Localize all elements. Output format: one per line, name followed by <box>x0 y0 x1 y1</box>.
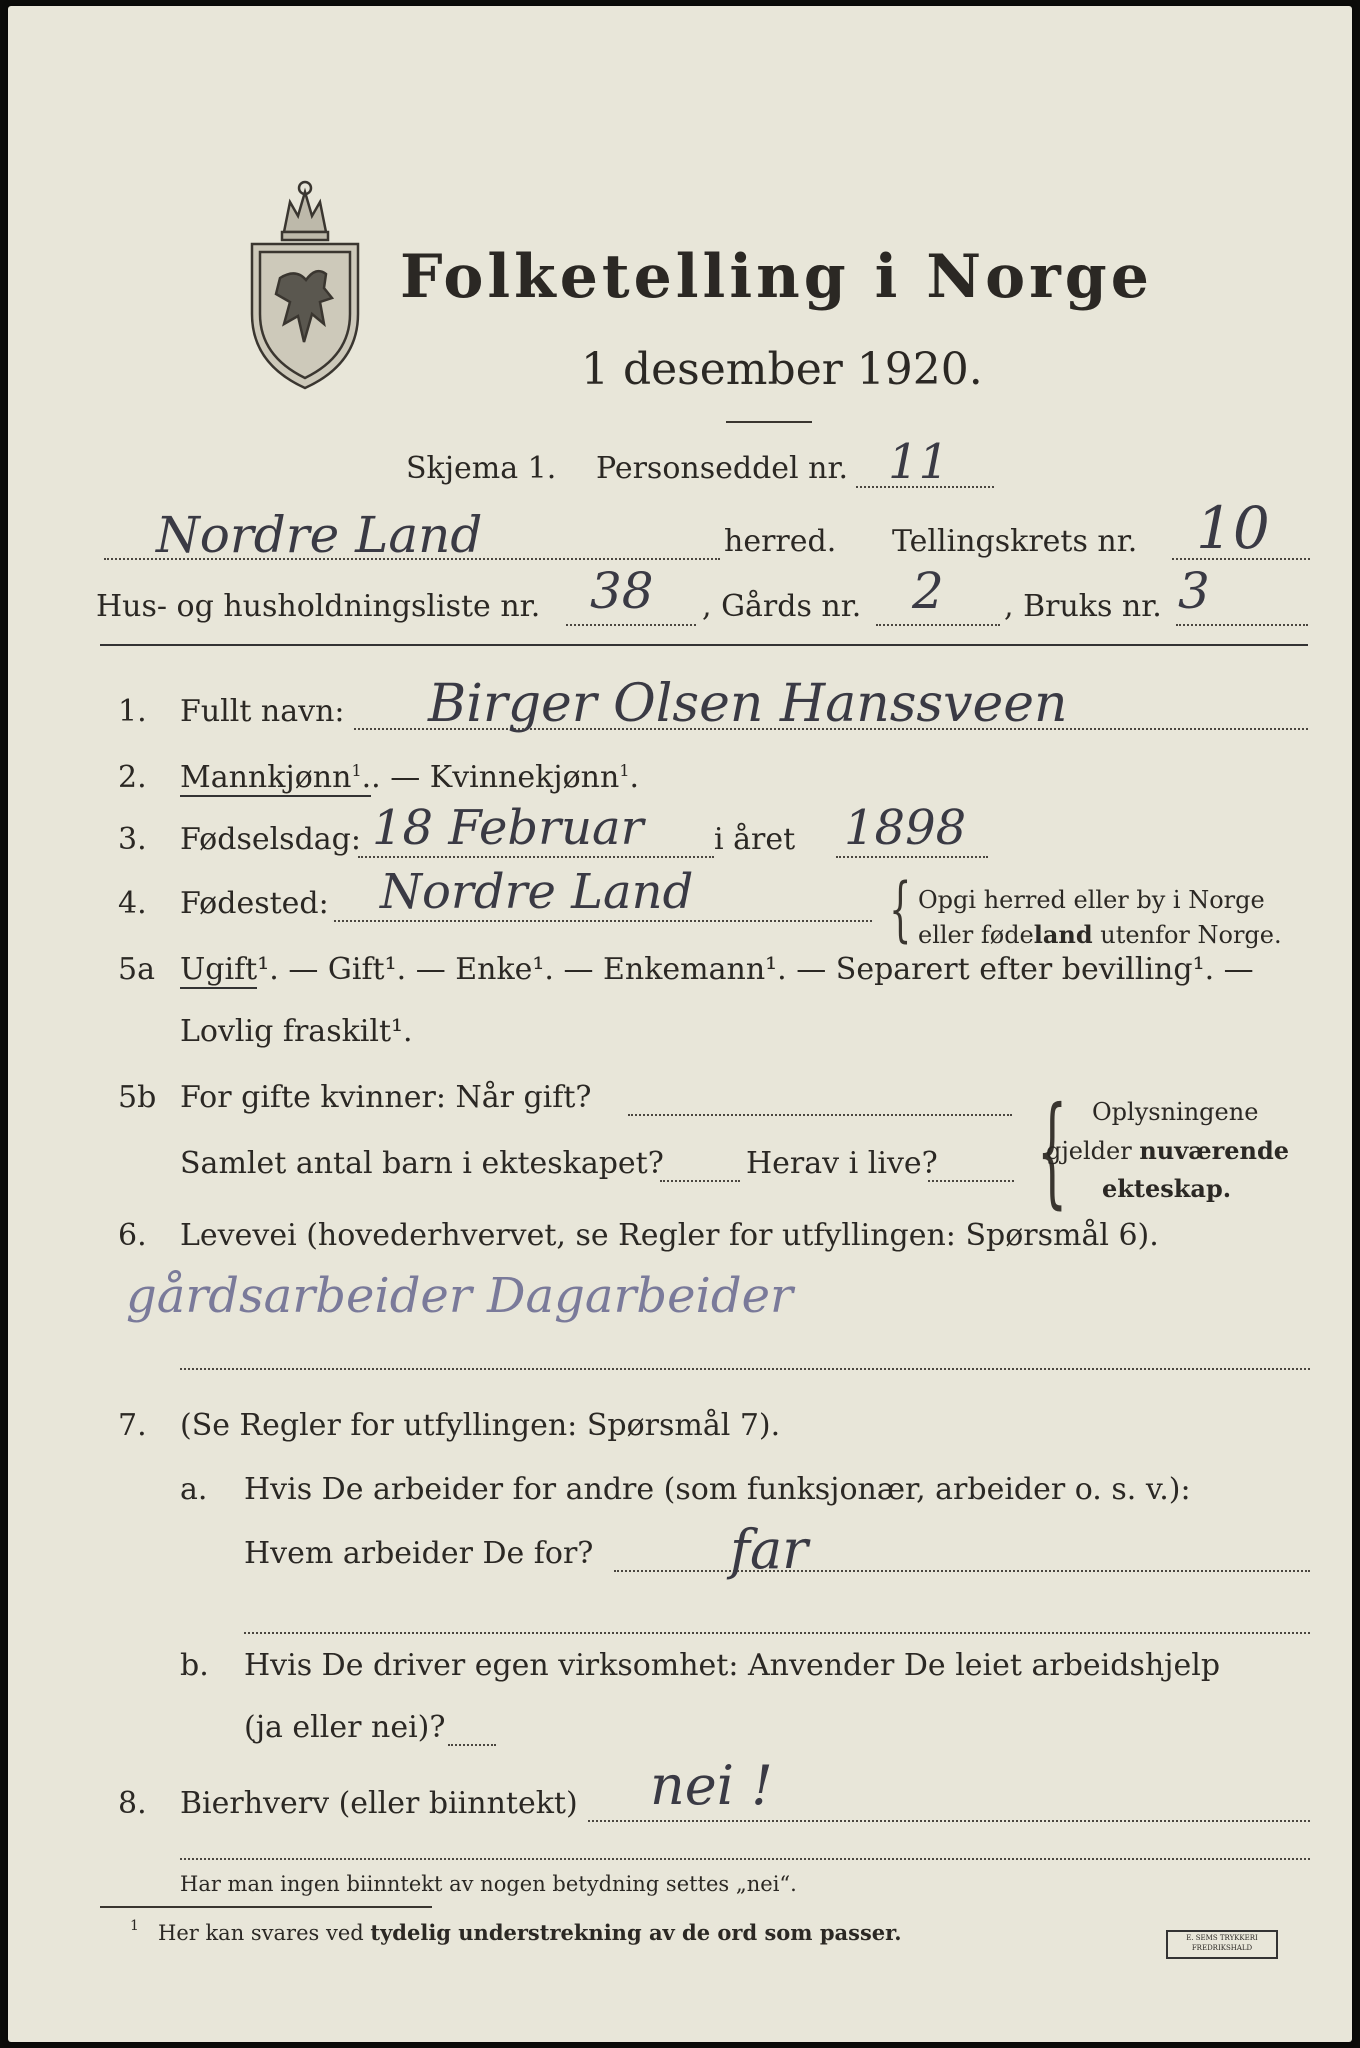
q5b-note-line1: Oplysningene <box>1092 1098 1259 1126</box>
norway-coat-of-arms-icon <box>246 174 364 392</box>
footnote-text: Her kan svares ved tydelig understrekning av de ord som passer. <box>158 1920 902 1945</box>
q4-label: Fødested: <box>180 886 329 921</box>
gender-options: Mannkjønn$^1$.. — Kvinnekjønn$^1$. <box>180 760 640 795</box>
header-rule <box>100 644 1308 646</box>
printer-stamp: E. SEMS TRYKKERI FREDRIKSHALD <box>1166 1930 1278 1959</box>
q8-number: 8. <box>118 1786 147 1821</box>
q4-note-line2: eller fødeland utenfor Norge. <box>918 920 1282 949</box>
hus-number[interactable]: 38 <box>590 562 654 620</box>
side-income-line2[interactable] <box>180 1858 1310 1860</box>
q5a-number: 5a <box>118 952 155 987</box>
personseddel-label: Personseddel nr. <box>596 451 849 486</box>
marital-other-options[interactable]: ¹. — Gift¹. — Enke¹. — Enkemann¹. — Separert efter bevilling¹. — <box>257 952 1254 987</box>
form-title: Folketelling i Norge <box>400 242 1153 312</box>
hus-label: Hus- og husholdningsliste nr. <box>96 589 541 624</box>
q5b-label: For gifte kvinner: Når gift? <box>180 1080 592 1115</box>
birthplace-value[interactable]: Nordre Land <box>380 864 694 920</box>
gender-male-option[interactable]: Mannkjønn$^1$. <box>180 760 372 795</box>
q8-label: Bierhverv (eller biinntekt) <box>180 1786 578 1821</box>
q7b-label: Hvis De driver egen virksomhet: Anvender De leiet arbeidshjelp <box>244 1648 1221 1683</box>
gender-female-option[interactable]: Kvinnekjønn$^1$ <box>429 760 630 795</box>
marital-divorced-option[interactable]: Lovlig fraskilt¹. <box>180 1014 413 1049</box>
q5b-note-line2: gjelder nuværende <box>1046 1136 1290 1165</box>
q5b-children-label: Samlet antal barn i ekteskapet? <box>180 1146 664 1181</box>
q7b-yesno-label: (ja eller nei)? <box>244 1710 446 1745</box>
q5b-note-line3: ekteskap. <box>1102 1174 1232 1203</box>
side-income-value[interactable]: nei ! <box>650 1754 773 1817</box>
hired-help-field[interactable] <box>448 1744 496 1746</box>
q3-number: 3. <box>118 822 147 857</box>
q3-year-label: i året <box>714 822 796 857</box>
herred-label: herred. <box>724 524 837 559</box>
q4-number: 4. <box>118 886 147 921</box>
q7-number: 7. <box>118 1408 147 1443</box>
title-divider <box>726 421 812 423</box>
marital-unmarried-option[interactable]: Ugift <box>180 952 258 987</box>
q5b-number: 5b <box>118 1080 157 1115</box>
q6-label: Levevei (hovederhvervet, se Regler for utfyllingen: Spørsmål 6). <box>180 1218 1159 1253</box>
tellingskrets-number[interactable]: 10 <box>1196 494 1270 562</box>
bruks-number[interactable]: 3 <box>1178 562 1210 620</box>
occupation-value[interactable]: gårdsarbeider Dagarbeider <box>126 1268 793 1324</box>
birth-year-value[interactable]: 1898 <box>844 800 967 856</box>
q5b-brace: { <box>1036 1082 1068 1221</box>
employer-line2[interactable] <box>244 1632 1310 1634</box>
q5b-alive-label: Herav i live? <box>746 1146 938 1181</box>
q1-label: Fullt navn: <box>180 694 345 729</box>
q7a-employer-label: Hvem arbeider De for? <box>244 1536 594 1571</box>
gards-label: , Gårds nr. <box>702 589 862 624</box>
birthday-value[interactable]: 18 Februar <box>372 800 644 856</box>
census-date: 1 desember 1920. <box>581 344 983 395</box>
q6-number: 6. <box>118 1218 147 1253</box>
q1-number: 1. <box>118 694 147 729</box>
footer-note: Har man ingen biinntekt av nogen betydning settes „nei“. <box>180 1872 797 1896</box>
q7a-letter: a. <box>180 1472 208 1507</box>
married-when-field[interactable] <box>628 1114 1012 1116</box>
children-total-field[interactable] <box>660 1180 740 1182</box>
gards-number[interactable]: 2 <box>912 562 944 620</box>
footnote-rule <box>100 1906 432 1908</box>
footnote-number: 1 <box>130 1918 139 1934</box>
q2-number: 2. <box>118 760 147 795</box>
employer-value[interactable]: far <box>730 1518 808 1581</box>
bruks-label: , Bruks nr. <box>1004 589 1162 624</box>
q4-brace: { <box>889 868 912 950</box>
occupation-line2[interactable] <box>180 1368 1310 1370</box>
census-form <box>8 6 1352 2042</box>
q4-note-line1: Opgi herred eller by i Norge <box>918 886 1265 914</box>
personseddel-number[interactable]: 11 <box>888 434 950 490</box>
q3-label: Fødselsdag: <box>180 822 361 857</box>
tellingskrets-label: Tellingskrets nr. <box>892 524 1138 559</box>
full-name-value[interactable]: Birger Olsen Hanssveen <box>428 674 1068 734</box>
q7a-label: Hvis De arbeider for andre (som funksjonær, arbeider o. s. v.): <box>244 1472 1191 1507</box>
q7b-letter: b. <box>180 1648 209 1683</box>
marital-options <box>180 952 1254 987</box>
herred-value[interactable]: Nordre Land <box>156 506 483 564</box>
children-alive-field[interactable] <box>928 1180 1014 1182</box>
schema-label: Skjema 1. <box>406 451 557 486</box>
q7-label: (Se Regler for utfyllingen: Spørsmål 7). <box>180 1408 781 1443</box>
